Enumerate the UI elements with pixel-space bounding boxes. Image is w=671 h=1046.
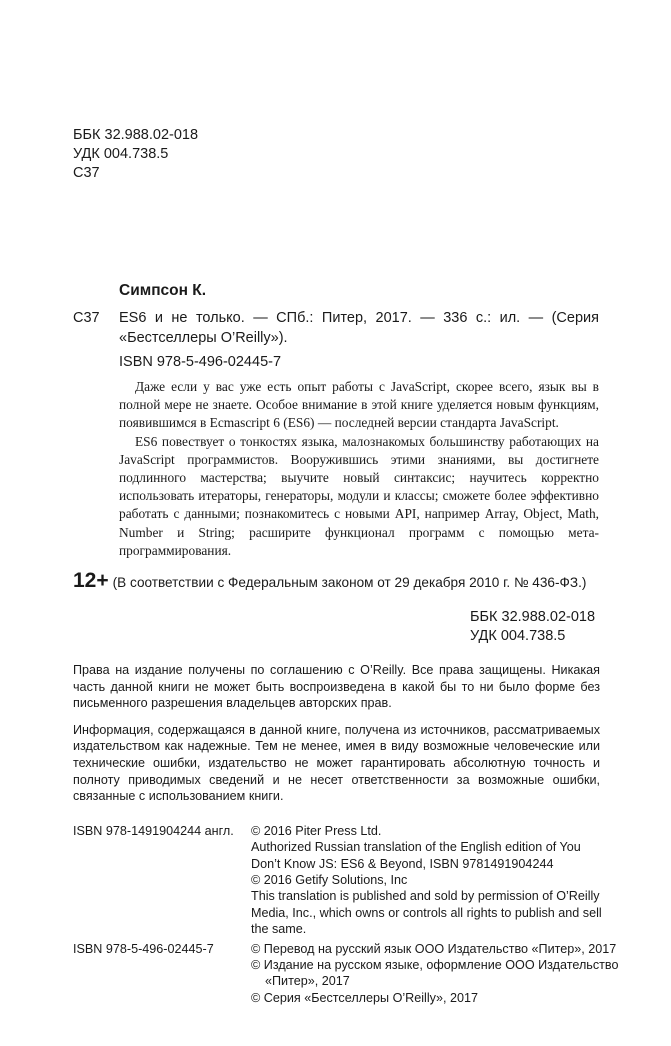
- record-line-1: ES6 и не только. — СПб.: Питер, 2017. — 336 с.: ил. — (Серия: [119, 310, 599, 326]
- copyright-line: the same.: [251, 922, 307, 937]
- copyright-lines-english: [251, 823, 603, 938]
- copyright-line: © Перевод на русский язык ООО Издательство «Питер», 2017: [251, 941, 617, 956]
- copyright-lines-russian: [251, 941, 618, 1007]
- copyright-line: © 2016 Piter Press Ltd.: [251, 823, 382, 838]
- copyright-line: © Серия «Бестселлеры O’Reilly», 2017: [251, 990, 478, 1005]
- author-mark: С37: [73, 165, 100, 181]
- bbk-code: ББК 32.988.02-018: [470, 609, 596, 626]
- isbn-copyright-block: [73, 823, 619, 1006]
- annotation-paragraph: ES6 повествует о тонкостях языка, малознакомых большинству работающих на JavaScript программистов. Вооружившись этими знаниями, вы достигнете подлинного мастерства; выучите новый синтаксис; научитесь корректно использовать итераторы, генераторы, модули и классы; сможете более эффективно работать с данными; познакомитесь с новыми API, например Array, Object, Math, Number и String; расширите функционал программ с помощью мета-программирования.: [119, 433, 599, 558]
- age-rating: [73, 568, 603, 596]
- udk-code: УДК 004.738.5: [73, 146, 169, 162]
- classification-codes-top: [73, 126, 603, 183]
- copyright-line: «Питер», 2017: [265, 974, 350, 989]
- isbn-entry-english: [73, 823, 603, 938]
- record-isbn: ISBN 978-5-496-02445-7: [119, 354, 282, 370]
- record-author-mark: С37: [73, 310, 100, 326]
- annotation-paragraph: Даже если у вас уже есть опыт работы с JavaScript, скорее всего, язык вы в полной мере не знаете. Особое внимание в этой книге уделяется новым функциям, появившимся в Ecmascript 6 (ES6) — последней версии стандарта JavaScript.: [119, 379, 599, 431]
- disclaimer-paragraph: Информация, содержащаяся в данной книге, получена из источников, рассматриваемых издательством как надежные. Тем не менее, имея в виду возможные человеческие или технические ошибки, издательство не может гарантировать абсолютную точность и полноту приводимых сведений и не несет ответственности за возможные ошибки, связанные с использованием книги.: [73, 722, 600, 804]
- age-rating-mark: 12+: [73, 569, 109, 593]
- copyright-line: Don’t Know JS: ES6 & Beyond, ISBN 9781491904244: [251, 856, 554, 871]
- bibliographic-record: [119, 308, 599, 372]
- bbk-code: ББК 32.988.02-018: [73, 127, 199, 143]
- copyright-line: This translation is published and sold by permission of O’Reilly: [251, 889, 600, 904]
- copyright-line: Media, Inc., which owns or controls all rights to publish and sell: [251, 905, 602, 920]
- author-heading: Симпсон К.: [119, 282, 207, 299]
- age-rating-note: (В соответствии с Федеральным законом от 29 декабря 2010 г. № 436-ФЗ.): [112, 575, 587, 591]
- copyright-line: © 2016 Getify Solutions, Inc: [251, 873, 408, 887]
- rights-paragraph: Права на издание получены по соглашению с O’Reilly. Все права защищены. Никакая часть данной книги не может быть воспроизведена в какой бы то ни было форме без письменного разрешения владельцев авторских прав.: [73, 663, 600, 711]
- rights-notice: [73, 662, 600, 805]
- udk-code: УДК 004.738.5: [470, 628, 566, 645]
- isbn-entry-russian: [73, 941, 619, 1007]
- bibliographic-record-row: [73, 308, 603, 372]
- copyright-line: © Издание на русском языке, оформление ООО Издательство: [251, 958, 619, 973]
- isbn-english: ISBN 978-1491904244 англ.: [73, 823, 234, 838]
- book-annotation: [119, 378, 599, 560]
- classification-codes-bottom: [470, 608, 603, 646]
- isbn-russian: ISBN 978-5-496-02445-7: [73, 941, 214, 956]
- record-line-2: «Бестселлеры O’Reilly»).: [119, 330, 288, 346]
- copyright-line: Authorized Russian translation of the English edition of You: [251, 840, 581, 855]
